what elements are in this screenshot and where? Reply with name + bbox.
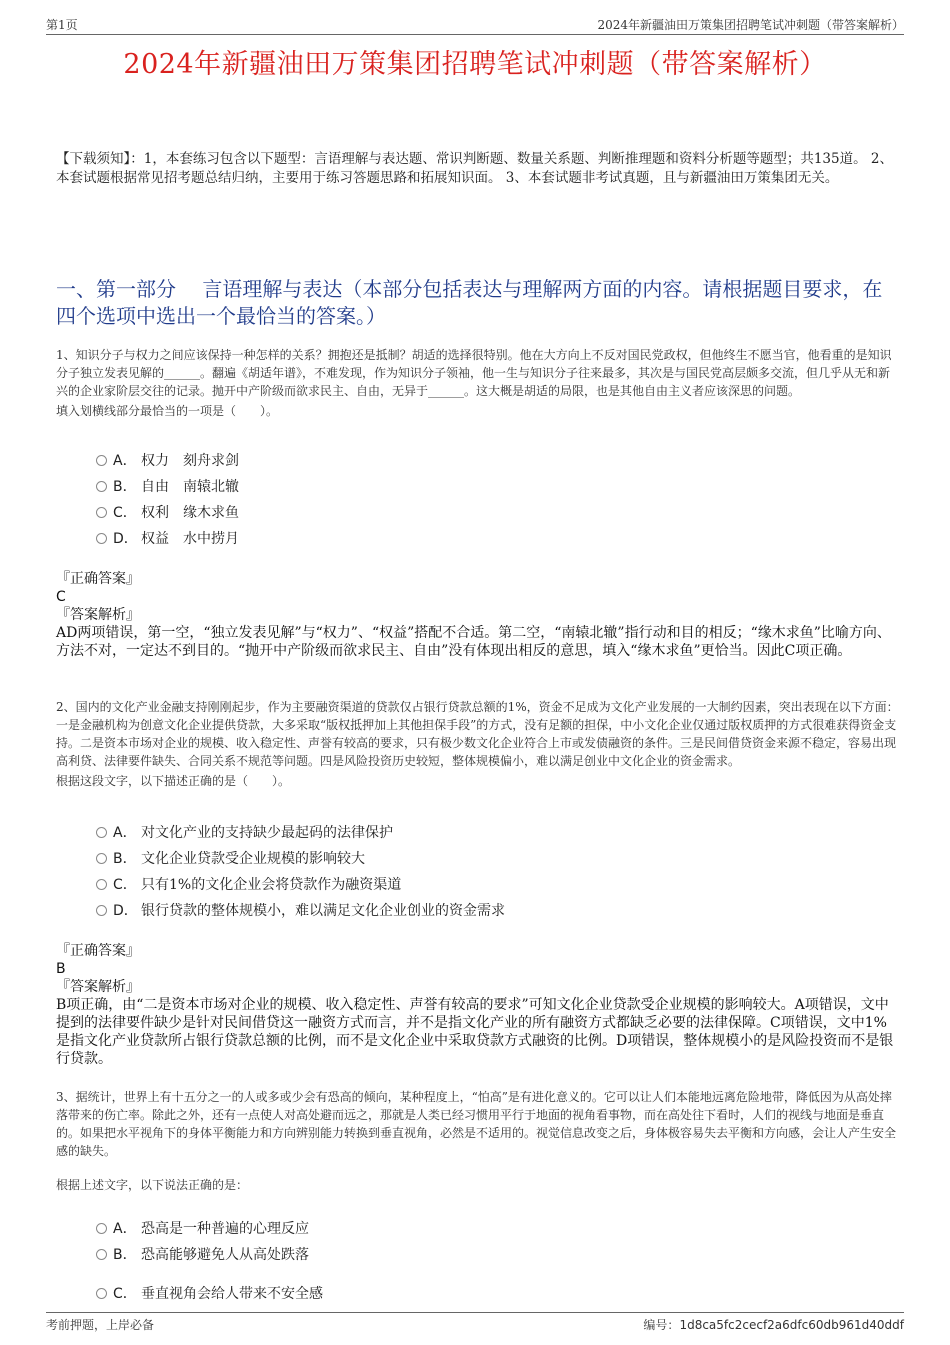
option-3b[interactable]	[96, 1244, 309, 1264]
radio-icon[interactable]	[96, 905, 107, 916]
radio-icon[interactable]	[96, 481, 107, 492]
option-text-2: 缘木求鱼	[183, 505, 239, 521]
radio-icon[interactable]	[96, 827, 107, 838]
option-letter: A．	[113, 825, 137, 841]
option-letter: B．	[113, 851, 137, 867]
option-text-2: 水中捞月	[183, 531, 239, 547]
option-2b[interactable]	[96, 848, 365, 868]
question-1	[56, 346, 900, 420]
answer-label: 『正确答案』	[56, 943, 140, 959]
option-3a[interactable]	[96, 1218, 309, 1238]
answer-block-2	[56, 942, 896, 1068]
option-1c[interactable]	[96, 502, 239, 522]
code-value: 1d8ca5fc2cecf2a6dfc60db961d40ddf	[679, 1318, 904, 1332]
download-notice: 【下载须知】：1，本套练习包含以下题型：言语理解与表达题、常识判断题、数量关系题、判断推理题和资料分析题等题型；共135道。 2、本套试题根据常见招考题总结归纳，主要用于练习答题思路和拓展知识面。 3、本套试题非考试真题，且与新疆油田万策集团无关。	[56, 151, 893, 186]
question-prompt: 填入划横线部分最恰当的一项是（ ）。	[56, 404, 279, 418]
option-3c[interactable]	[96, 1283, 323, 1303]
question-stem: 3、据统计，世界上有十五分之一的人或多或少会有恐高的倾向，某种程度上，“怕高”是有进化意义的。它可以让人们本能地远离危险地带，降低因为从高处摔落带来的伤亡率。除此之外，还有一点使人对高处避而远之，那就是人类已经习惯用平行于地面的视角看事物，而在高处往下看时，人们的视线与地面是垂直的。如果把水平视角下的身体平衡能力和方向辨别能力转换到垂直视角，必然是不适用的。视觉信息改变之后，身体极容易失去平衡和方向感，会让人产生安全感的缺失。	[56, 1090, 897, 1158]
option-letter: A．	[113, 1221, 137, 1237]
option-letter: A．	[113, 453, 137, 469]
code-label: 编号：	[643, 1318, 680, 1332]
analysis-text: AD两项错误，第一空，“独立发表见解”与“权力”、“权益”搭配不合适。第二空，“南辕北辙”指行动和目的相反；“缘木求鱼”比喻方向、方法不对，一定达不到目的。“抛开中产阶级而欲求民主、自由”没有体现出相反的意思，填入“缘木求鱼”更恰当。因此C项正确。	[56, 625, 891, 659]
option-2c[interactable]	[96, 874, 401, 894]
option-text-1: 权力	[141, 453, 169, 469]
option-text-1: 自由	[141, 479, 169, 495]
option-letter: B．	[113, 1247, 137, 1263]
option-text-1: 权益	[141, 531, 169, 547]
radio-icon[interactable]	[96, 853, 107, 864]
option-text: 只有1%的文化企业会将贷款作为融资渠道	[141, 877, 402, 893]
answer-label: 『正确答案』	[56, 571, 140, 587]
question-prompt: 根据上述文字，以下说法正确的是：	[56, 1178, 249, 1192]
answer-value: B	[56, 961, 66, 977]
option-1a[interactable]	[96, 450, 239, 470]
option-text-2: 刻舟求剑	[183, 453, 239, 469]
question-stem: 2、国内的文化产业金融支持刚刚起步，作为主要融资渠道的贷款仅占银行贷款总额的1%，资金不足成为文化产业发展的一大制约因素，突出表现在以下方面：一是金融机构为创意文化企业提供贷款，大多采取“版权抵押加上其他担保手段”的方式，没有足额的担保，中小文化企业仅通过版权质押的方式很难获得资金支持。二是资本市场对企业的规模、收入稳定性、声誉有较高的要求，只有极少数文化企业符合上市或发债融资的条件。三是民间借贷资金来源不稳定，容易出现高利贷、法律要件缺失、合同关系不规范等问题。四是风险投资历史较短，整体规模偏小，难以满足创业中文化企业的资金需求。	[56, 700, 899, 768]
option-text: 文化企业贷款受企业规模的影响较大	[141, 851, 365, 867]
radio-icon[interactable]	[96, 533, 107, 544]
radio-icon[interactable]	[96, 507, 107, 518]
section-heading: 一、第一部分 言语理解与表达（本部分包括表达与理解两方面的内容。请根据题目要求，在四个选项中选出一个最恰当的答案。）	[56, 277, 883, 328]
answer-value: C	[56, 589, 66, 605]
analysis-text: B项正确，由“二是资本市场对企业的规模、收入稳定性、声誉有较高的要求”可知文化企业贷款受企业规模的影响较大。A项错误，文中提到的法律要件缺少是针对民间借贷这一融资方式而言，并不是指文化产业的所有融资方式都缺乏必要的法律保障。C项错误，文中1%是指文化产业贷款所占银行贷款总额的比例，而不是文化企业中采取贷款方式融资的比例。D项错误，整体规模小的是风险投资而不是银行贷款。	[56, 997, 894, 1067]
option-letter: D．	[113, 903, 138, 919]
option-text: 银行贷款的整体规模小，难以满足文化企业创业的资金需求	[141, 903, 505, 919]
option-text: 对文化产业的支持缺少最起码的法律保护	[141, 825, 393, 841]
footer-slogan: 考前押题，上岸必备	[46, 1318, 155, 1332]
question-3	[56, 1088, 900, 1194]
option-text-1: 权利	[141, 505, 169, 521]
option-letter: C．	[113, 877, 137, 893]
page-number: 第1页	[46, 18, 78, 32]
radio-icon[interactable]	[96, 1223, 107, 1234]
answer-block-1	[56, 570, 896, 660]
question-2	[56, 698, 900, 790]
option-text-2: 南辕北辙	[183, 479, 239, 495]
option-letter: C．	[113, 505, 137, 521]
radio-icon[interactable]	[96, 1288, 107, 1299]
footer-code	[643, 1316, 904, 1333]
radio-icon[interactable]	[96, 455, 107, 466]
option-letter: D．	[113, 531, 138, 547]
header-doc-title: 2024年新疆油田万策集团招聘笔试冲刺题（带答案解析）	[597, 18, 904, 32]
analysis-label: 『答案解析』	[56, 607, 140, 623]
radio-icon[interactable]	[96, 879, 107, 890]
option-text: 恐高是一种普遍的心理反应	[141, 1221, 309, 1237]
analysis-label: 『答案解析』	[56, 979, 140, 995]
page-footer	[46, 1312, 904, 1333]
option-2a[interactable]	[96, 822, 393, 842]
question-stem: 1、知识分子与权力之间应该保持一种怎样的关系？拥抱还是抵制？胡适的选择很特别。他在大方向上不反对国民党政权，但他终生不愿当官，他看重的是知识分子独立发表见解的______。翻遍《胡适年谱》，不难发现，作为知识分子领袖，他一生与知识分子往来最多，其次是与国民党高层颇多交流，但几乎从无和新兴的企业家阶层交往的记录。抛开中产阶级而欲求民主、自由，无异于______。这大概是胡适的局限，也是其他自由主义者应该深思的问题。	[56, 348, 892, 398]
option-letter: B．	[113, 479, 137, 495]
option-text: 恐高能够避免人从高处跌落	[141, 1247, 309, 1263]
page-header	[46, 14, 904, 35]
option-1d[interactable]	[96, 528, 239, 548]
option-text: 垂直视角会给人带来不安全感	[141, 1286, 323, 1302]
radio-icon[interactable]	[96, 1249, 107, 1260]
question-prompt: 根据这段文字，以下描述正确的是（ ）。	[56, 774, 291, 788]
option-2d[interactable]	[96, 900, 505, 920]
document-title: 2024年新疆油田万策集团招聘笔试冲刺题（带答案解析）	[123, 49, 827, 80]
option-letter: C．	[113, 1286, 137, 1302]
option-1b[interactable]	[96, 476, 239, 496]
